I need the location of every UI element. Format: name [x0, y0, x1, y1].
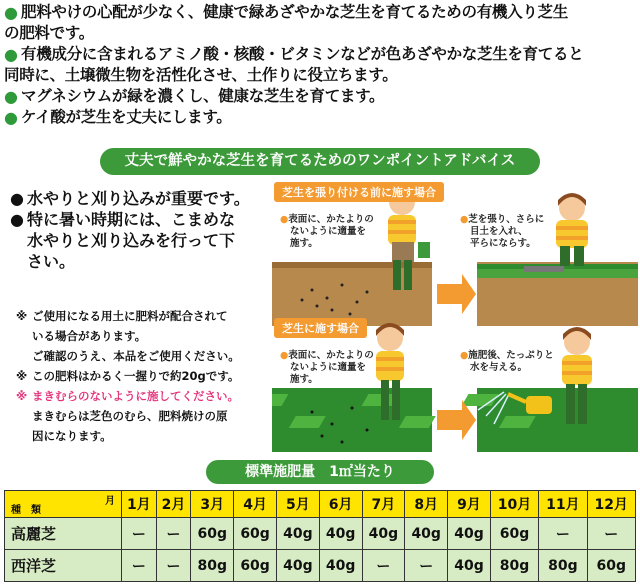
month-header: 12月 [587, 491, 635, 518]
advice-list [10, 188, 272, 272]
month-header: 1月 [122, 491, 157, 518]
feature-list [4, 2, 638, 128]
month-header: 8月 [405, 491, 448, 518]
table-cell: 40g [319, 550, 362, 582]
table-cell: 40g [362, 518, 405, 550]
feature-item-cont: 同時に、土壌微生物を活性化させ、土作りに役立ちます。 [4, 66, 398, 84]
table-cell: ー [122, 550, 157, 582]
feature-item-cont: の肥料です。 [4, 24, 94, 42]
fertilizer-table [4, 490, 636, 582]
note-item: ※ この肥料はかるく一握りで約20gです。 [16, 366, 276, 386]
scene-note: ●表面に、かたよりの ないように適量を 施す。 [280, 350, 374, 385]
month-header: 2月 [156, 491, 191, 518]
month-header: 4月 [234, 491, 277, 518]
table-title: 標準施肥量 1㎡当たり [206, 460, 434, 484]
table-cell: ー [539, 518, 587, 550]
scene-tag-on-lawn: 芝生に施す場合 [274, 318, 367, 338]
table-row [5, 550, 636, 582]
bullet-dot-icon: ● [10, 210, 24, 229]
table-cell: 60g [490, 518, 538, 550]
note-cont: ご確認のうえ、本品をご使用ください。 [32, 349, 240, 363]
bullet-dot-icon: ● [4, 45, 18, 64]
table-cell: 80g [539, 550, 587, 582]
table-cell: 40g [405, 518, 448, 550]
scene-tag-before-laying: 芝生を張り付ける前に施す場合 [274, 182, 444, 202]
advice-banner: 丈夫で鮮やかな芝生を育てるためのワンポイントアドバイス [100, 148, 540, 175]
table-cell: 80g [490, 550, 538, 582]
note-mark: ※ [16, 309, 28, 323]
table-cell: 60g [191, 518, 234, 550]
bullet-dot-icon: ● [4, 87, 18, 106]
table-cell: 40g [276, 550, 319, 582]
month-header: 7月 [362, 491, 405, 518]
table-cell: 80g [191, 550, 234, 582]
feature-item: ● 有機成分に含まれるアミノ酸・核酸・ビタミンなどが色あざやかな芝生を育てると [4, 45, 584, 64]
usage-notes [16, 306, 276, 446]
table-corner: 月 種 類 [5, 491, 122, 518]
feature-item: ● ケイ酸が芝生を丈夫にします。 [4, 108, 232, 127]
feature-item: ● マグネシウムが緑を濃くし、健康な芝生を育てます。 [4, 87, 385, 106]
bullet-dot-icon: ● [10, 189, 24, 208]
table-cell: 60g [234, 550, 277, 582]
scene-note: ●表面に、かたよりの ないように適量を 施す。 [280, 214, 374, 249]
table-cell: ー [122, 518, 157, 550]
row-label: 高麗芝 [5, 518, 122, 550]
table-cell: 60g [587, 550, 635, 582]
advice-item-cont: 水やりと刈り込みを行って下 [27, 231, 236, 250]
advice-item-cont: さい。 [27, 252, 76, 271]
table-header-row [5, 491, 636, 518]
table-cell: ー [156, 550, 191, 582]
table-cell: 60g [234, 518, 277, 550]
month-header: 3月 [191, 491, 234, 518]
scene-note: ●芝を張り、さらに 目土を入れ、 平らにならす。 [460, 214, 545, 249]
scene-note: ●施肥後、たっぷりと 水を与える。 [460, 350, 554, 373]
advice-item: ● 特に暑い時期には、こまめな [10, 210, 236, 229]
note-cont: まきむらは芝色のむら、肥料焼けの原 [32, 409, 228, 423]
note-cont: いる場合があります。 [32, 329, 147, 343]
month-header: 9月 [448, 491, 491, 518]
table-cell: ー [362, 550, 405, 582]
table-cell: ー [405, 550, 448, 582]
advice-item: ● 水やりと刈り込みが重要です。 [10, 189, 250, 208]
note-cont: 因になります。 [32, 429, 112, 443]
table-cell: ー [156, 518, 191, 550]
note-item: ※ ご使用になる用土に肥料が配合されて [16, 306, 276, 326]
row-label: 西洋芝 [5, 550, 122, 582]
month-header: 5月 [276, 491, 319, 518]
bullet-dot-icon: ● [4, 3, 18, 22]
month-header: 11月 [539, 491, 587, 518]
note-mark: ※ [16, 389, 28, 403]
note-item-warning: ※ まきむらのないように施してください。 [16, 386, 276, 406]
table-cell: 40g [448, 550, 491, 582]
note-mark: ※ [16, 369, 28, 383]
month-header: 6月 [319, 491, 362, 518]
table-cell: 40g [448, 518, 491, 550]
feature-item: ● 肥料やけの心配が少なく、健康で緑あざやかな芝生を育てるための有機入り芝生 [4, 3, 568, 22]
table-cell: ー [587, 518, 635, 550]
table-row [5, 518, 636, 550]
table-cell: 40g [319, 518, 362, 550]
illustration-panel [272, 180, 638, 452]
month-header: 10月 [490, 491, 538, 518]
bullet-dot-icon: ● [4, 108, 18, 127]
table-cell: 40g [276, 518, 319, 550]
